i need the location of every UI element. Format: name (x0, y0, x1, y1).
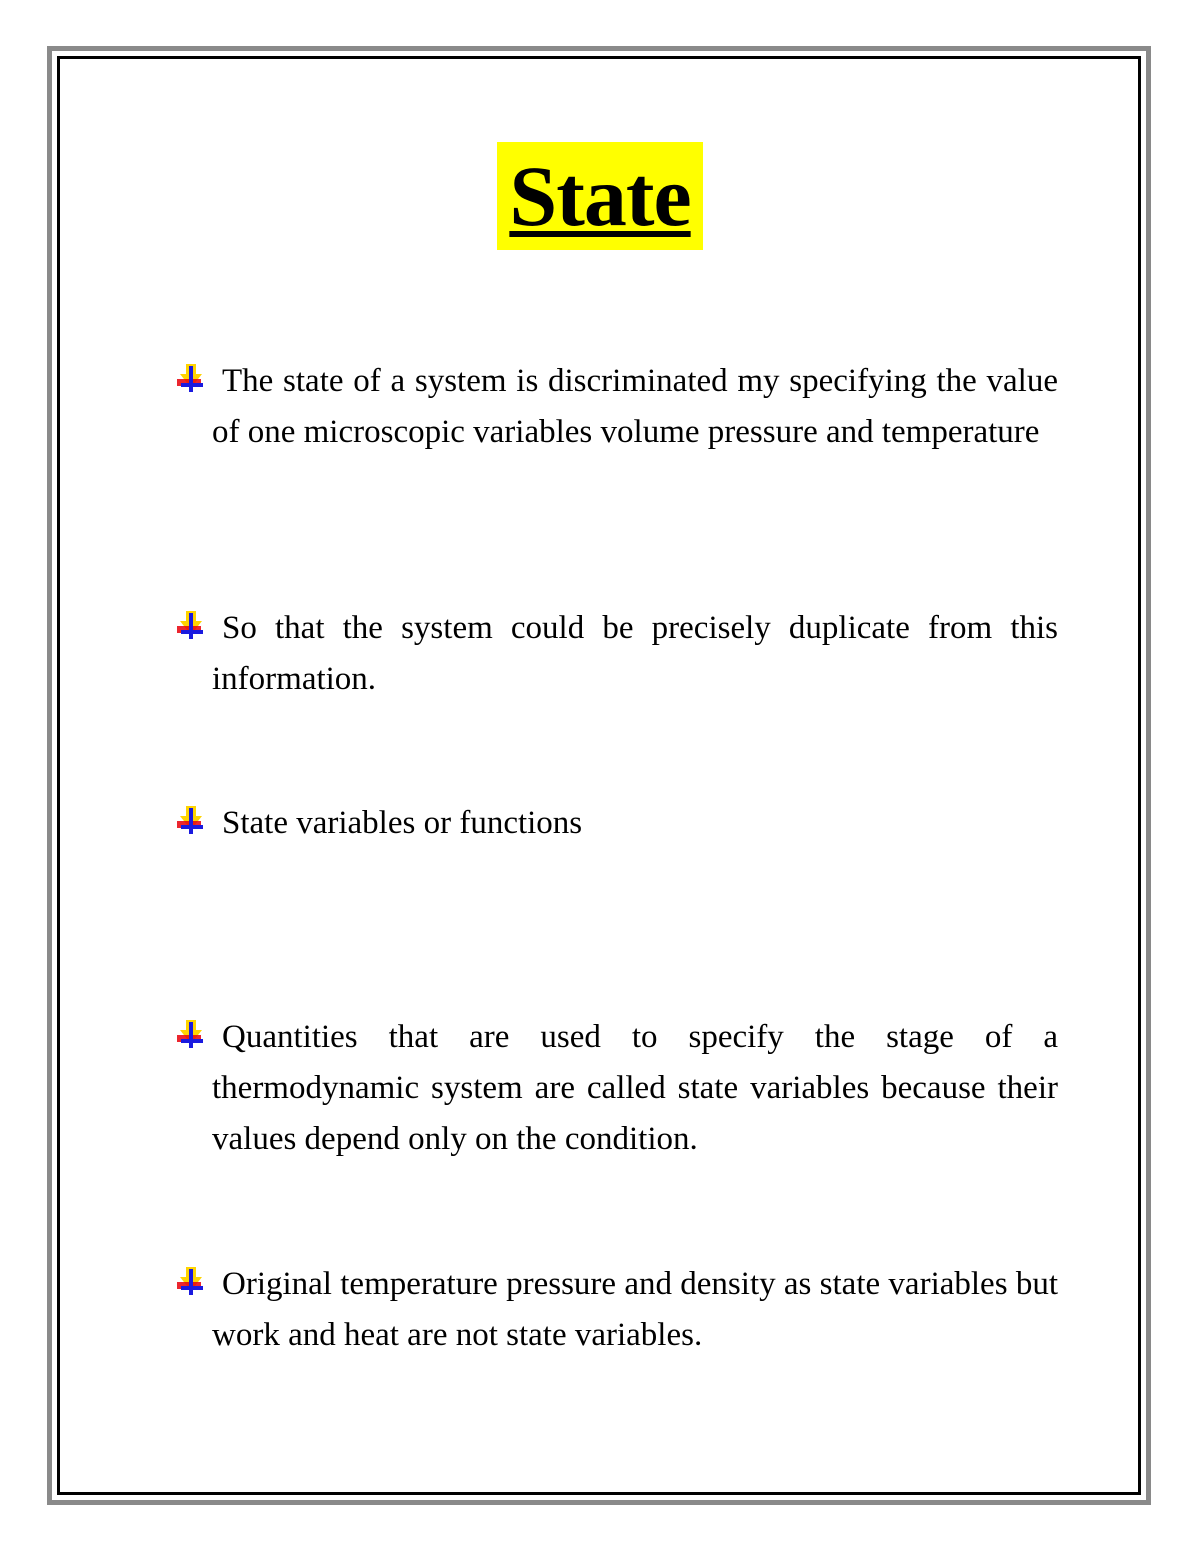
bullet-item (174, 1012, 1058, 1165)
bullet-item (174, 798, 1058, 849)
arrow-down-bullet-icon (174, 609, 210, 645)
bullet-text: The state of a system is discriminated my specifying the value of one microscopic variables volume pressure and temperature (212, 363, 1058, 450)
bullet-text: State variables or functions (222, 805, 583, 841)
arrow-down-bullet-icon (174, 1018, 210, 1054)
page-title: State (497, 142, 703, 250)
arrow-down-bullet-icon (174, 804, 210, 840)
arrow-down-bullet-icon (174, 1265, 210, 1301)
bullet-item (174, 603, 1058, 705)
bullet-text: So that the system could be precisely duplicate from this information. (212, 610, 1058, 697)
bullet-text: Quantities that are used to specify the stage of a thermodynamic system are called state variables because their values depend only on the condition. (212, 1019, 1058, 1157)
bullet-item (174, 356, 1058, 458)
arrow-down-bullet-icon (174, 362, 210, 398)
bullet-item (174, 1259, 1058, 1361)
bullet-text: Original temperature pressure and density as state variables but work and heat are not state variables. (212, 1266, 1058, 1353)
